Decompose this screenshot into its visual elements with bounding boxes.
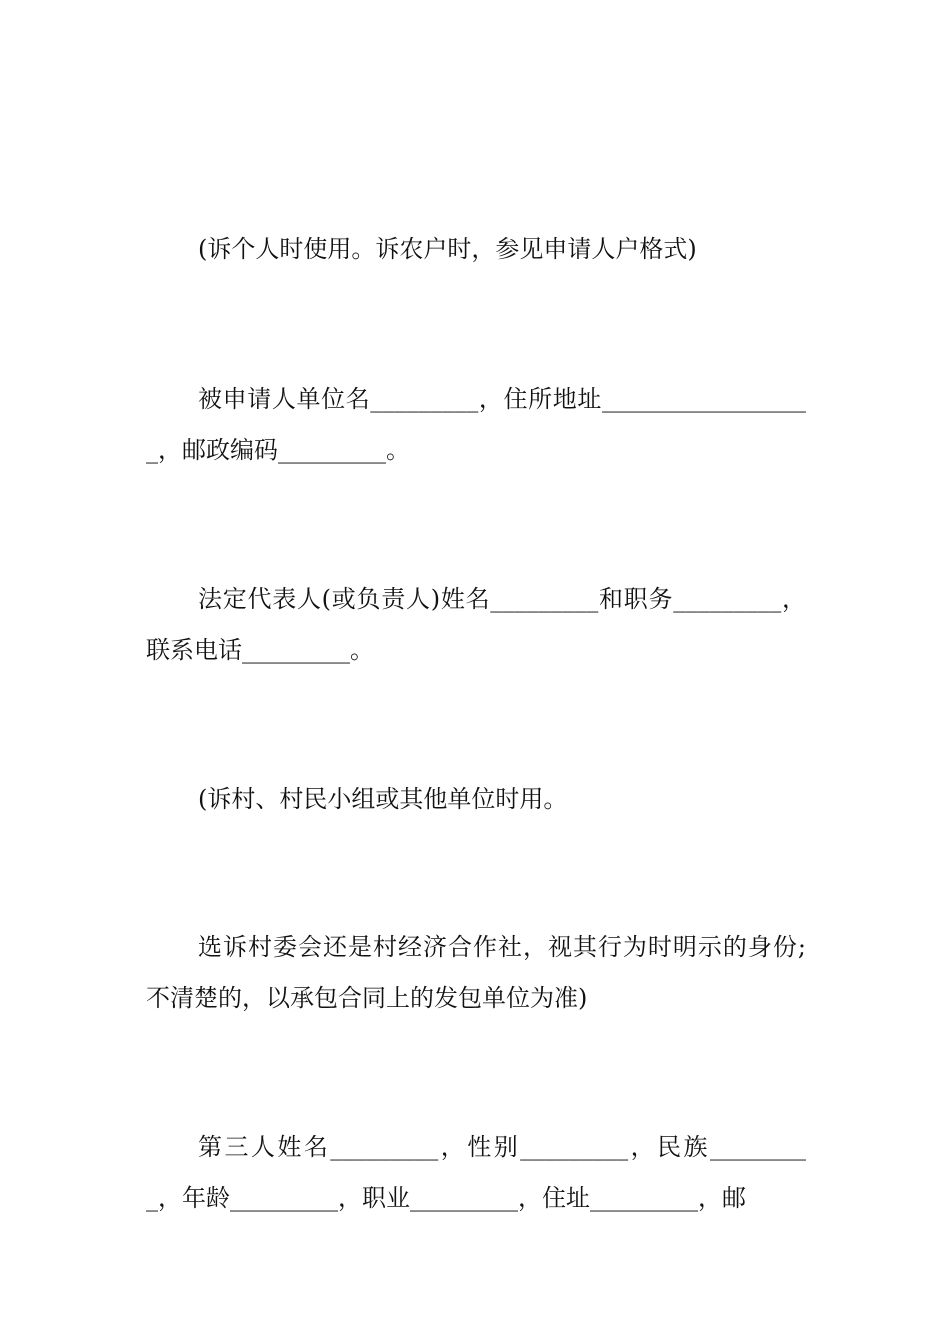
paragraph-defendant-individual-note: (诉个人时使用。诉农户时，参见申请人户格式) <box>198 235 697 263</box>
paragraph-respondent-unit-info: 被申请人单位名_________，住所地址__________________，邮政编码_________。 <box>146 385 806 464</box>
paragraph-third-party-info: 第三人姓名_________，性别_________，民族_________，年龄_________，职业_________，住址_________，邮 <box>146 1133 806 1212</box>
paragraph-legal-representative: 法定代表人(或负责人)姓名_________和职务_________，联系电话_________。 <box>146 585 806 664</box>
paragraph-village-committee-note: 选诉村委会还是村经济合作社，视其行为时明示的身份;不清楚的，以承包合同上的发包单位为准) <box>146 933 806 1012</box>
paragraph-village-unit-note: (诉村、村民小组或其他单位时用。 <box>198 785 568 813</box>
